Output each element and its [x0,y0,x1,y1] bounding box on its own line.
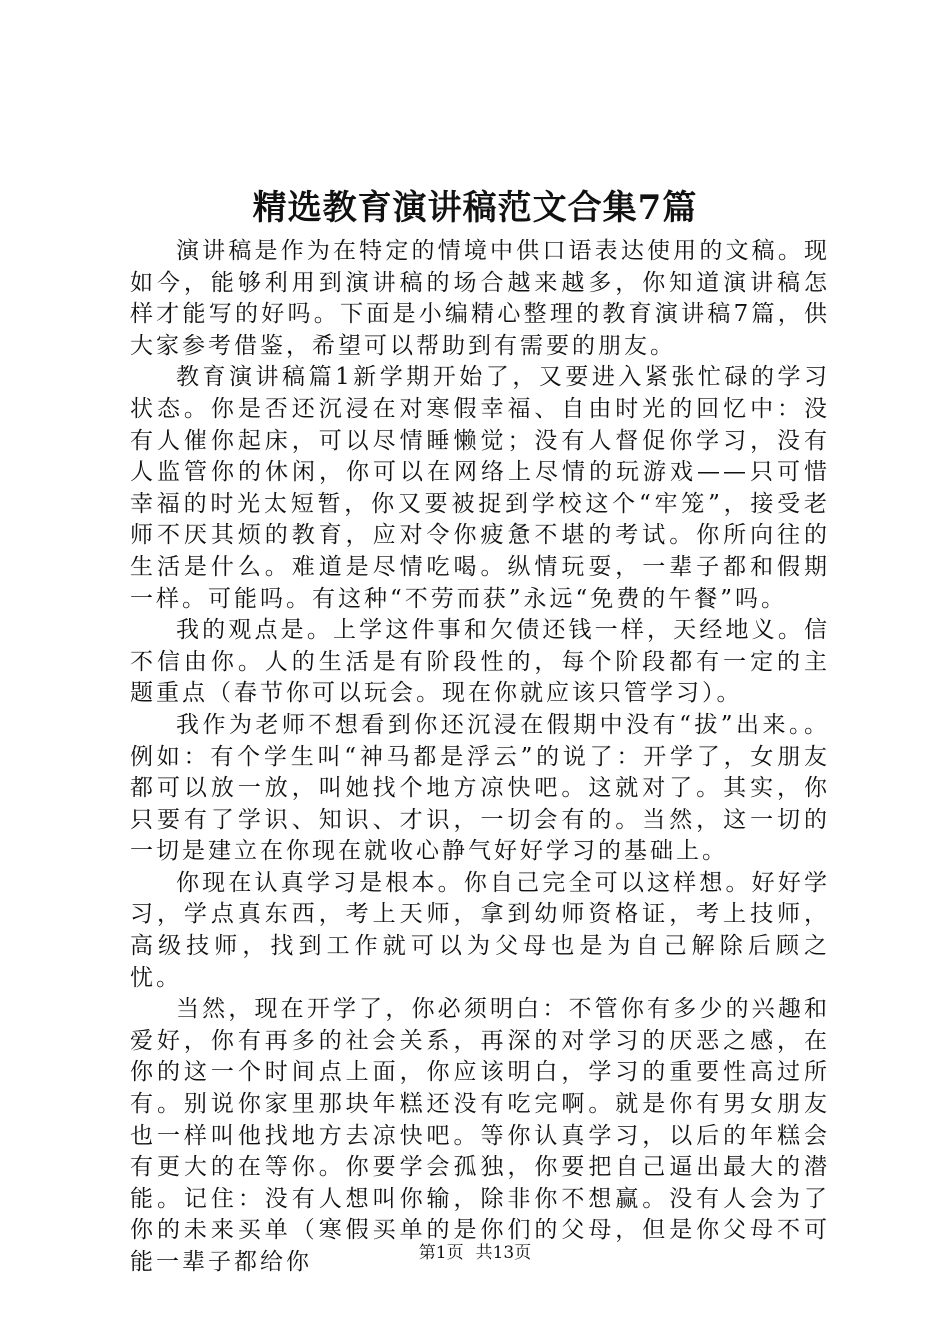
page-footer [0,1241,950,1265]
page-number: 第1页 [418,1243,464,1263]
paragraph-now-school: 当然，现在开学了，你必须明白：不管你有多少的兴趣和爱好，你有再多的社会关系，再深的对学习的厌恶之感，在你的这一个时间点上面，你应该明白，学习的重要性高过所有。别说你家里那块年糕还没有吃完啊。就是你有男女朋友也一样叫他找地方去凉快吧。等你认真学习，以后的年糕会有更大的在等你。你要学会孤独，你要把自己逼出最大的潜能。记住：没有人想叫你输，除非你不想赢。没有人会为了你的未来买单（寒假买单的是你们的父母，但是你父母不可能一辈子都给你 [130,996,830,1275]
paragraph-speech-1: 教育演讲稿篇1新学期开始了，又要进入紧张忙碌的学习状态。你是否还沉浸在对寒假幸福、自由时光的回忆中：没有人催你起床，可以尽情睡懒觉；没有人督促你学习，没有人监管你的休闲，你可以在网络上尽情的玩游戏——只可惜幸福的时光太短暂，你又要被捉到学校这个“牢笼”，接受老师不厌其烦的教育，应对令你疲惫不堪的考试。你所向往的生活是什么。难道是尽情吃喝。纵情玩耍，一辈子都和假期一样。可能吗。有这种“不劳而获”永远“免费的午餐”吗。 [130,364,830,612]
page-total: 共13页 [475,1243,532,1263]
paragraph-teacher: 我作为老师不想看到你还沉浸在假期中没有“拔”出来。。例如：有个学生叫“神马都是浮云”的说了：开学了，女朋友都可以放一放，叫她找个地方凉快吧。这就对了。其实，你只要有了学识、知识、才识，一切会有的。当然，这一切的一切是建立在你现在就收心静气好好学习的基础上。 [130,711,830,865]
paragraph-viewpoint: 我的观点是。上学这件事和欠债还钱一样，天经地义。信不信由你。人的生活是有阶段性的，每个阶段都有一定的主题重点（春节你可以玩会。现在你就应该只管学习）。 [130,617,830,707]
paragraph-intro: 演讲稿是作为在特定的情境中供口语表达使用的文稿。现如今，能够利用到演讲稿的场合越来越多，你知道演讲稿怎样才能写的好吗。下面是小编精心整理的教育演讲稿7篇，供大家参考借鉴，希望可以帮助到有需要的朋友。 [130,238,830,359]
document-body [130,236,830,1279]
document-title: 精选教育演讲稿范文合集7篇 [252,188,698,228]
paragraph-study: 你现在认真学习是根本。你自己完全可以这样想。好好学习，学点真东西，考上天师，拿到幼师资格证，考上技师，高级技师，找到工作就可以为父母也是为自己解除后顾之忧。 [130,869,830,991]
